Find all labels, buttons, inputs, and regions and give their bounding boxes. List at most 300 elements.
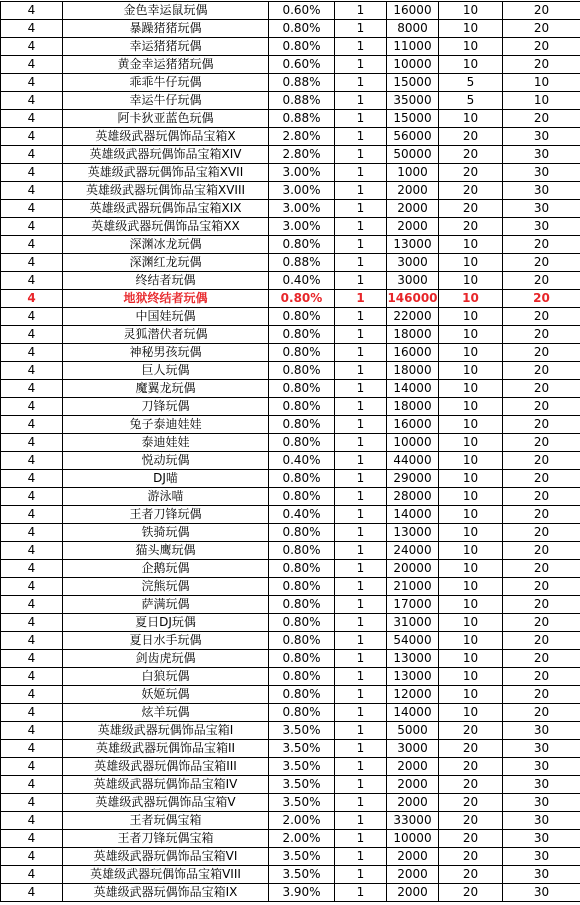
price-cell: 2000 (387, 776, 439, 794)
value-a-cell: 20 (439, 146, 503, 164)
level-cell: 4 (1, 92, 63, 110)
price-cell: 2000 (387, 884, 439, 902)
value-b-cell: 20 (503, 488, 580, 506)
level-cell: 4 (1, 524, 63, 542)
drop-rate-cell: 0.80% (269, 362, 335, 380)
value-b-cell: 30 (503, 884, 580, 902)
table-row (1, 668, 580, 686)
value-a-cell: 10 (439, 272, 503, 290)
item-name-cell: 深渊红龙玩偶 (63, 254, 269, 272)
drop-rate-cell: 0.88% (269, 74, 335, 92)
value-b-cell: 30 (503, 164, 580, 182)
value-b-cell: 20 (503, 614, 580, 632)
value-b-cell: 20 (503, 416, 580, 434)
value-b-cell: 20 (503, 542, 580, 560)
drop-rate-cell: 0.80% (269, 686, 335, 704)
table-row (1, 92, 580, 110)
price-cell: 28000 (387, 488, 439, 506)
table-row (1, 848, 580, 866)
price-cell: 16000 (387, 344, 439, 362)
price-cell: 16000 (387, 2, 439, 20)
quantity-cell: 1 (335, 776, 387, 794)
item-name-cell: 剑齿虎玩偶 (63, 650, 269, 668)
quantity-cell: 1 (335, 686, 387, 704)
item-name-cell: 英雄级武器玩偶饰品宝箱XIX (63, 200, 269, 218)
item-name-cell: 王者刀锋玩偶 (63, 506, 269, 524)
value-a-cell: 20 (439, 200, 503, 218)
value-a-cell: 10 (439, 38, 503, 56)
level-cell: 4 (1, 398, 63, 416)
table-row (1, 542, 580, 560)
drop-rate-cell: 2.00% (269, 830, 335, 848)
value-a-cell: 20 (439, 812, 503, 830)
item-name-cell: 神秘男孩玩偶 (63, 344, 269, 362)
item-name-cell: 英雄级武器玩偶饰品宝箱IX (63, 884, 269, 902)
drop-rate-cell: 3.00% (269, 218, 335, 236)
value-b-cell: 10 (503, 92, 580, 110)
value-b-cell: 30 (503, 758, 580, 776)
table-row (1, 524, 580, 542)
item-name-cell: 中国娃玩偶 (63, 308, 269, 326)
drop-rate-cell: 3.50% (269, 776, 335, 794)
value-a-cell: 10 (439, 578, 503, 596)
value-b-cell: 20 (503, 560, 580, 578)
drop-rate-cell: 0.80% (269, 344, 335, 362)
value-b-cell: 30 (503, 794, 580, 812)
item-name-cell: 悦动玩偶 (63, 452, 269, 470)
price-cell: 29000 (387, 470, 439, 488)
item-name-cell: 王者刀锋玩偶宝箱 (63, 830, 269, 848)
value-b-cell: 20 (503, 686, 580, 704)
level-cell: 4 (1, 344, 63, 362)
drop-rate-cell: 2.80% (269, 146, 335, 164)
drop-rate-cell: 0.88% (269, 92, 335, 110)
level-cell: 4 (1, 434, 63, 452)
value-b-cell: 20 (503, 506, 580, 524)
item-name-cell: 白狼玩偶 (63, 668, 269, 686)
drop-rate-cell: 3.00% (269, 182, 335, 200)
table-row (1, 830, 580, 848)
level-cell: 4 (1, 146, 63, 164)
table-row (1, 794, 580, 812)
drop-rate-cell: 2.00% (269, 812, 335, 830)
value-b-cell: 20 (503, 650, 580, 668)
value-b-cell: 20 (503, 380, 580, 398)
value-a-cell: 10 (439, 20, 503, 38)
drop-rate-cell: 0.80% (269, 470, 335, 488)
level-cell: 4 (1, 632, 63, 650)
level-cell: 4 (1, 290, 63, 308)
table-row (1, 326, 580, 344)
price-cell: 2000 (387, 200, 439, 218)
table-row (1, 740, 580, 758)
level-cell: 4 (1, 110, 63, 128)
level-cell: 4 (1, 740, 63, 758)
quantity-cell: 1 (335, 56, 387, 74)
price-cell: 2000 (387, 758, 439, 776)
drop-rate-cell: 0.80% (269, 236, 335, 254)
value-a-cell: 10 (439, 686, 503, 704)
item-name-cell: 深渊冰龙玩偶 (63, 236, 269, 254)
price-cell: 18000 (387, 326, 439, 344)
drop-rate-cell: 0.80% (269, 632, 335, 650)
quantity-cell: 1 (335, 74, 387, 92)
level-cell: 4 (1, 560, 63, 578)
table-row (1, 74, 580, 92)
level-cell: 4 (1, 506, 63, 524)
item-name-cell: 幸运牛仔玩偶 (63, 92, 269, 110)
quantity-cell: 1 (335, 20, 387, 38)
value-b-cell: 20 (503, 254, 580, 272)
value-b-cell: 30 (503, 740, 580, 758)
price-cell: 2000 (387, 218, 439, 236)
quantity-cell: 1 (335, 668, 387, 686)
drop-rate-cell: 0.80% (269, 20, 335, 38)
quantity-cell: 1 (335, 542, 387, 560)
value-b-cell: 20 (503, 110, 580, 128)
item-name-cell: 英雄级武器玩偶饰品宝箱XX (63, 218, 269, 236)
drop-rate-cell: 0.80% (269, 596, 335, 614)
quantity-cell: 1 (335, 182, 387, 200)
item-name-cell: 铁骑玩偶 (63, 524, 269, 542)
value-a-cell: 5 (439, 92, 503, 110)
value-b-cell: 20 (503, 236, 580, 254)
value-a-cell: 10 (439, 2, 503, 20)
item-name-cell: 巨人玩偶 (63, 362, 269, 380)
value-b-cell: 30 (503, 146, 580, 164)
drop-rate-cell: 3.00% (269, 200, 335, 218)
value-a-cell: 20 (439, 164, 503, 182)
table-row (1, 272, 580, 290)
value-a-cell: 10 (439, 254, 503, 272)
level-cell: 4 (1, 470, 63, 488)
value-b-cell: 20 (503, 2, 580, 20)
item-name-cell: 阿卡狄亚蓝色玩偶 (63, 110, 269, 128)
quantity-cell: 1 (335, 92, 387, 110)
table-row (1, 470, 580, 488)
level-cell: 4 (1, 182, 63, 200)
value-b-cell: 20 (503, 470, 580, 488)
price-cell: 3000 (387, 272, 439, 290)
table-row (1, 380, 580, 398)
value-b-cell: 30 (503, 866, 580, 884)
price-cell: 11000 (387, 38, 439, 56)
value-a-cell: 20 (439, 884, 503, 902)
item-name-cell: 企鹅玩偶 (63, 560, 269, 578)
value-b-cell: 30 (503, 776, 580, 794)
drop-rate-cell: 2.80% (269, 128, 335, 146)
level-cell: 4 (1, 776, 63, 794)
value-b-cell: 20 (503, 326, 580, 344)
item-name-cell: 地狱终结者玩偶 (63, 290, 269, 308)
item-name-cell: 刀锋玩偶 (63, 398, 269, 416)
price-cell: 24000 (387, 542, 439, 560)
quantity-cell: 1 (335, 488, 387, 506)
price-cell: 14000 (387, 704, 439, 722)
drop-rate-cell: 0.80% (269, 578, 335, 596)
level-cell: 4 (1, 56, 63, 74)
quantity-cell: 1 (335, 164, 387, 182)
value-a-cell: 10 (439, 236, 503, 254)
value-b-cell: 20 (503, 434, 580, 452)
quantity-cell: 1 (335, 254, 387, 272)
quantity-cell: 1 (335, 614, 387, 632)
price-cell: 18000 (387, 398, 439, 416)
value-b-cell: 20 (503, 524, 580, 542)
value-b-cell: 30 (503, 812, 580, 830)
price-cell: 18000 (387, 362, 439, 380)
table-row (1, 812, 580, 830)
price-cell: 20000 (387, 560, 439, 578)
value-a-cell: 20 (439, 830, 503, 848)
level-cell: 4 (1, 812, 63, 830)
table-row (1, 290, 580, 308)
price-cell: 22000 (387, 308, 439, 326)
quantity-cell: 1 (335, 470, 387, 488)
item-name-cell: 萨满玩偶 (63, 596, 269, 614)
value-a-cell: 10 (439, 506, 503, 524)
level-cell: 4 (1, 200, 63, 218)
level-cell: 4 (1, 884, 63, 902)
quantity-cell: 1 (335, 578, 387, 596)
quantity-cell: 1 (335, 290, 387, 308)
quantity-cell: 1 (335, 38, 387, 56)
drop-rate-cell: 3.90% (269, 884, 335, 902)
table-row (1, 182, 580, 200)
level-cell: 4 (1, 20, 63, 38)
value-a-cell: 10 (439, 704, 503, 722)
level-cell: 4 (1, 254, 63, 272)
drop-rate-cell: 3.50% (269, 722, 335, 740)
drop-rate-cell: 0.80% (269, 38, 335, 56)
level-cell: 4 (1, 794, 63, 812)
quantity-cell: 1 (335, 380, 387, 398)
value-b-cell: 20 (503, 308, 580, 326)
value-a-cell: 20 (439, 866, 503, 884)
table-row (1, 452, 580, 470)
table-row (1, 308, 580, 326)
table-row (1, 650, 580, 668)
table-row (1, 218, 580, 236)
quantity-cell: 1 (335, 632, 387, 650)
price-cell: 13000 (387, 236, 439, 254)
drop-rate-cell: 3.50% (269, 848, 335, 866)
price-cell: 54000 (387, 632, 439, 650)
table-row (1, 128, 580, 146)
item-name-cell: 英雄级武器玩偶饰品宝箱XVII (63, 164, 269, 182)
quantity-cell: 1 (335, 596, 387, 614)
price-cell: 2000 (387, 848, 439, 866)
price-cell: 8000 (387, 20, 439, 38)
table-body (1, 2, 580, 902)
drop-rate-cell: 0.80% (269, 650, 335, 668)
value-b-cell: 30 (503, 848, 580, 866)
value-a-cell: 10 (439, 488, 503, 506)
value-a-cell: 20 (439, 182, 503, 200)
value-b-cell: 20 (503, 272, 580, 290)
value-a-cell: 20 (439, 848, 503, 866)
price-cell: 33000 (387, 812, 439, 830)
table-row (1, 362, 580, 380)
drop-rate-cell: 0.40% (269, 272, 335, 290)
value-b-cell: 30 (503, 830, 580, 848)
table-row (1, 254, 580, 272)
table-row (1, 596, 580, 614)
table-row (1, 758, 580, 776)
quantity-cell: 1 (335, 344, 387, 362)
value-b-cell: 20 (503, 290, 580, 308)
table-row (1, 632, 580, 650)
value-b-cell: 20 (503, 38, 580, 56)
drop-rate-cell: 0.80% (269, 524, 335, 542)
item-name-cell: 黄金幸运猪猪玩偶 (63, 56, 269, 74)
drop-rate-cell: 0.80% (269, 326, 335, 344)
table-row (1, 506, 580, 524)
value-b-cell: 10 (503, 74, 580, 92)
table-row (1, 560, 580, 578)
quantity-cell: 1 (335, 650, 387, 668)
drop-rate-cell: 0.80% (269, 704, 335, 722)
drop-rate-cell: 3.50% (269, 866, 335, 884)
level-cell: 4 (1, 416, 63, 434)
item-name-cell: 英雄级武器玩偶饰品宝箱IV (63, 776, 269, 794)
level-cell: 4 (1, 848, 63, 866)
value-a-cell: 20 (439, 218, 503, 236)
item-name-cell: 乖乖牛仔玩偶 (63, 74, 269, 92)
level-cell: 4 (1, 596, 63, 614)
value-a-cell: 10 (439, 290, 503, 308)
level-cell: 4 (1, 74, 63, 92)
drop-rate-cell: 3.50% (269, 758, 335, 776)
value-b-cell: 20 (503, 344, 580, 362)
level-cell: 4 (1, 326, 63, 344)
level-cell: 4 (1, 452, 63, 470)
value-a-cell: 10 (439, 650, 503, 668)
value-a-cell: 10 (439, 380, 503, 398)
quantity-cell: 1 (335, 524, 387, 542)
quantity-cell: 1 (335, 218, 387, 236)
value-b-cell: 20 (503, 668, 580, 686)
item-name-cell: 猫头鹰玩偶 (63, 542, 269, 560)
drop-rate-cell: 0.60% (269, 56, 335, 74)
value-b-cell: 20 (503, 398, 580, 416)
level-cell: 4 (1, 236, 63, 254)
drop-rate-cell: 0.80% (269, 488, 335, 506)
drop-rate-cell: 0.40% (269, 452, 335, 470)
drop-rate-cell: 0.80% (269, 434, 335, 452)
item-name-cell: 夏日DJ玩偶 (63, 614, 269, 632)
drop-rate-cell: 0.80% (269, 542, 335, 560)
price-cell: 3000 (387, 740, 439, 758)
drop-rate-cell: 0.80% (269, 560, 335, 578)
item-name-cell: 英雄级武器玩偶饰品宝箱XVIII (63, 182, 269, 200)
price-cell: 14000 (387, 506, 439, 524)
level-cell: 4 (1, 704, 63, 722)
level-cell: 4 (1, 38, 63, 56)
quantity-cell: 1 (335, 200, 387, 218)
price-cell: 3000 (387, 254, 439, 272)
level-cell: 4 (1, 488, 63, 506)
value-a-cell: 10 (439, 668, 503, 686)
level-cell: 4 (1, 2, 63, 20)
quantity-cell: 1 (335, 884, 387, 902)
table-row (1, 488, 580, 506)
level-cell: 4 (1, 614, 63, 632)
drop-rate-cell: 0.80% (269, 308, 335, 326)
price-cell: 17000 (387, 596, 439, 614)
value-b-cell: 20 (503, 362, 580, 380)
value-a-cell: 10 (439, 470, 503, 488)
drop-rate-table (0, 1, 580, 902)
item-name-cell: 英雄级武器玩偶饰品宝箱X (63, 128, 269, 146)
table-row (1, 110, 580, 128)
value-b-cell: 20 (503, 20, 580, 38)
drop-rate-cell: 0.80% (269, 290, 335, 308)
value-b-cell: 20 (503, 578, 580, 596)
value-a-cell: 10 (439, 398, 503, 416)
item-name-cell: 浣熊玩偶 (63, 578, 269, 596)
price-cell: 10000 (387, 56, 439, 74)
level-cell: 4 (1, 218, 63, 236)
item-name-cell: 英雄级武器玩偶饰品宝箱VIII (63, 866, 269, 884)
value-a-cell: 10 (439, 110, 503, 128)
level-cell: 4 (1, 542, 63, 560)
item-name-cell: 英雄级武器玩偶饰品宝箱III (63, 758, 269, 776)
price-cell: 2000 (387, 794, 439, 812)
drop-rate-cell: 3.00% (269, 164, 335, 182)
drop-rate-cell: 0.88% (269, 110, 335, 128)
value-a-cell: 10 (439, 56, 503, 74)
item-name-cell: 夏日水手玩偶 (63, 632, 269, 650)
quantity-cell: 1 (335, 146, 387, 164)
quantity-cell: 1 (335, 830, 387, 848)
quantity-cell: 1 (335, 362, 387, 380)
quantity-cell: 1 (335, 272, 387, 290)
level-cell: 4 (1, 758, 63, 776)
value-a-cell: 10 (439, 524, 503, 542)
price-cell: 2000 (387, 866, 439, 884)
value-a-cell: 10 (439, 434, 503, 452)
quantity-cell: 1 (335, 326, 387, 344)
value-b-cell: 30 (503, 722, 580, 740)
price-cell: 12000 (387, 686, 439, 704)
value-a-cell: 10 (439, 614, 503, 632)
table-row (1, 578, 580, 596)
table-row (1, 38, 580, 56)
value-b-cell: 20 (503, 452, 580, 470)
table-row (1, 416, 580, 434)
value-a-cell: 10 (439, 308, 503, 326)
level-cell: 4 (1, 308, 63, 326)
item-name-cell: 王者玩偶宝箱 (63, 812, 269, 830)
price-cell: 5000 (387, 722, 439, 740)
drop-rate-cell: 0.80% (269, 614, 335, 632)
table-row (1, 398, 580, 416)
table-row (1, 164, 580, 182)
item-name-cell: 英雄级武器玩偶饰品宝箱II (63, 740, 269, 758)
table-row (1, 686, 580, 704)
price-cell: 16000 (387, 416, 439, 434)
table-row (1, 434, 580, 452)
table-row (1, 704, 580, 722)
value-a-cell: 10 (439, 362, 503, 380)
table-row (1, 56, 580, 74)
item-name-cell: 金色幸运鼠玩偶 (63, 2, 269, 20)
drop-rate-cell: 0.80% (269, 380, 335, 398)
table-row (1, 776, 580, 794)
item-name-cell: 游泳喵 (63, 488, 269, 506)
level-cell: 4 (1, 866, 63, 884)
